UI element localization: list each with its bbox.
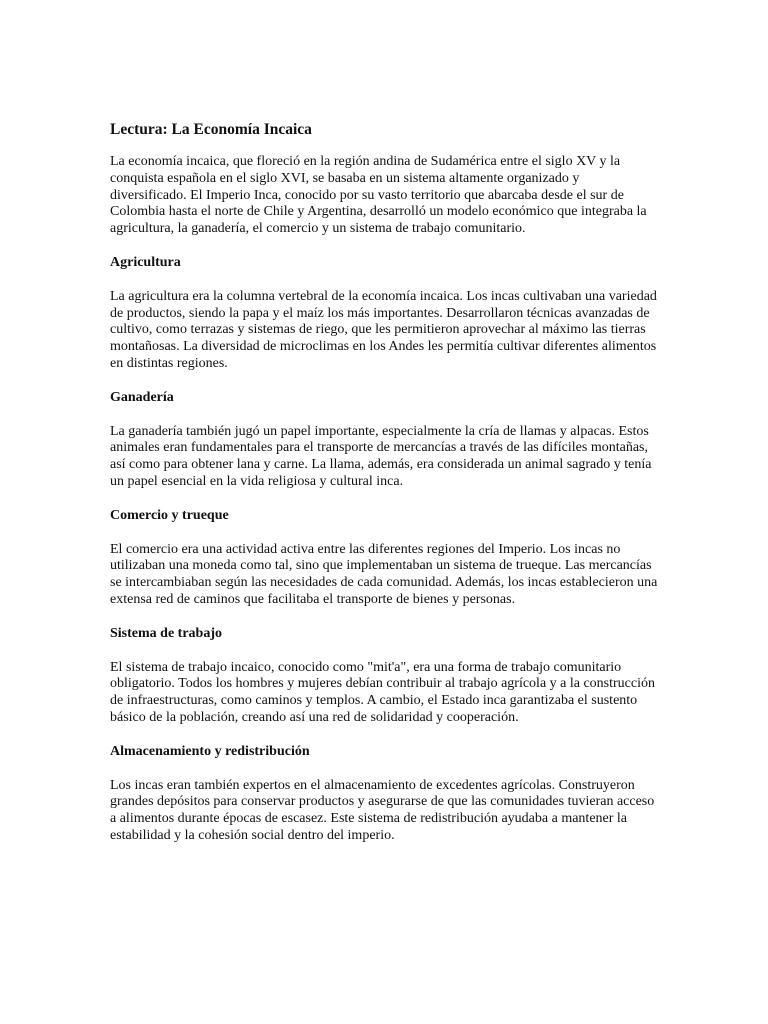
document-title: Lectura: La Economía Incaica <box>110 121 312 138</box>
section-heading-trabajo: Sistema de trabajo <box>110 625 222 641</box>
section-paragraph-almacenamiento: Los incas eran también expertos en el almacenamiento de excedentes agrícolas. Construyeron grandes depósitos para conservar productos y asegurarse de que las comunidades tuvieran acceso a alimentos durante épocas de escasez. Este sistema de redistribución ayudaba a mantener la estabilidad y la cohesión social dentro del imperio. <box>110 777 655 843</box>
section-heading-ganaderia: Ganadería <box>110 389 174 405</box>
section-paragraph-agricultura: La agricultura era la columna vertebral de la economía incaica. Los incas cultivaban una variedad de productos, siendo la papa y el maíz los más importantes. Desarrollaron técnicas avanzadas de cultivo, como terrazas y sistemas de riego, que les permitieron aprovechar al máximo las tierras montañosas. La diversidad de microclimas en los Andes les permitía cultivar diferentes alimentos en distintas regiones. <box>110 288 657 371</box>
section-heading-comercio: Comercio y trueque <box>110 507 229 523</box>
section-paragraph-ganaderia: La ganadería también jugó un papel importante, especialmente la cría de llamas y alpacas. Estos animales eran fundamentales para el transporte de mercancías a través de las difíciles montañas, así como para obtener lana y carne. La llama, además, era considerada un animal sagrado y tenía un papel esencial en la vida religiosa y cultural inca. <box>110 423 652 489</box>
section-paragraph-trabajo: El sistema de trabajo incaico, conocido como "mit'a", era una forma de trabajo comunitario obligatorio. Todos los hombres y mujeres debían contribuir al trabajo agrícola y a la construcción de infraestructuras, como caminos y templos. A cambio, el Estado inca garantizaba el sustento básico de la población, creando así una red de solidaridad y cooperación. <box>110 659 656 725</box>
document-page <box>110 119 658 862</box>
intro-paragraph: La economía incaica, que floreció en la región andina de Sudamérica entre el siglo XV y la conquista española en el siglo XVI, se basaba en un sistema altamente organizado y diversificado. El Imperio Inca, conocido por su vasto territorio que abarcaba desde el sur de Colombia hasta el norte de Chile y Argentina, desarrolló un modelo económico que integraba la agricultura, la ganadería, el comercio y un sistema de trabajo comunitario. <box>110 154 647 237</box>
section-paragraph-comercio: El comercio era una actividad activa entre las diferentes regiones del Imperio. Los incas no utilizaban una moneda como tal, sino que implementaban un sistema de trueque. Las mercancías se intercambiaban según las necesidades de cada comunidad. Además, los incas establecieron una extensa red de caminos que facilitaba el transporte de bienes y personas. <box>110 541 658 607</box>
section-heading-almacenamiento: Almacenamiento y redistribución <box>110 743 310 759</box>
section-heading-agricultura: Agricultura <box>110 254 181 270</box>
